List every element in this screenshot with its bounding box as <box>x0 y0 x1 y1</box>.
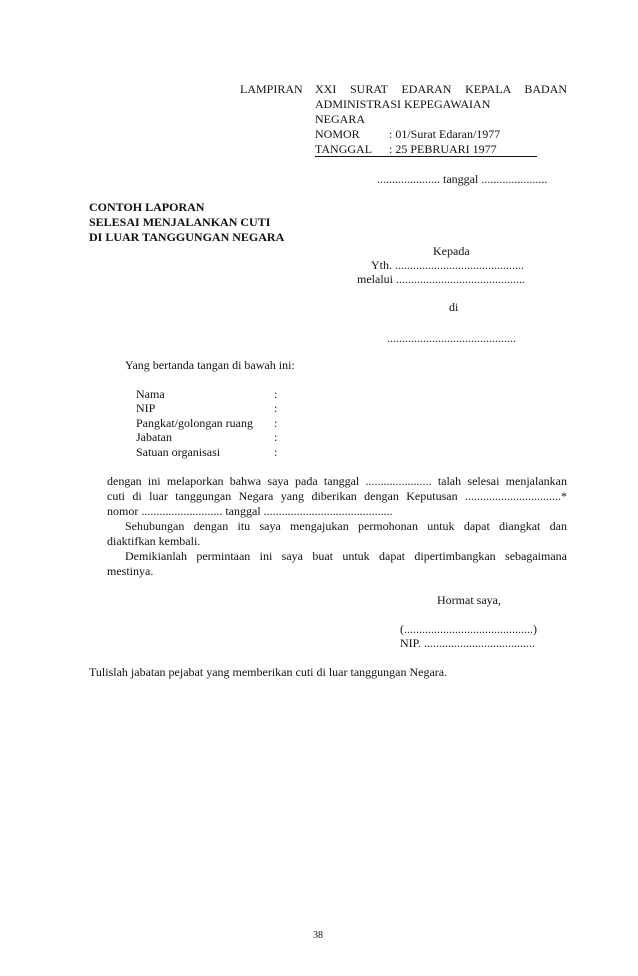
recipient-yth: Yth. ........................................... <box>371 258 524 272</box>
body-p3-line-1: Demikianlah permintaan ini saya buat untuk dapat dipertimbangkan sebagaimana <box>125 549 567 563</box>
tanggal-label: TANGGAL <box>315 142 373 156</box>
closing-hormat: Hormat saya, <box>437 593 501 607</box>
recipient-melalui: melalui ........................................... <box>357 272 525 286</box>
signature-nip: NIP. ..................................... <box>400 636 536 650</box>
recipient-kepada: Kepada <box>433 244 470 258</box>
title-line-2: SELESAI MENJALANKAN CUTI <box>89 215 271 229</box>
recipient-di: di <box>449 300 459 314</box>
lampiran-line-2: ADMINISTRASI KEPEGAWAIAN <box>315 97 491 111</box>
body-p3-line-2: mestinya. <box>107 564 154 578</box>
field-colon-satuan: : <box>274 445 278 459</box>
nomor-value: : 01/Surat Edaran/1977 <box>389 127 501 141</box>
body-p1-line-2: cuti di luar tanggungan Negara yang diberikan dengan Keputusan ................................* <box>107 489 567 503</box>
title-line-1: CONTOH LAPORAN <box>89 200 205 214</box>
field-colon-jabatan: : <box>274 430 278 444</box>
nomor-label: NOMOR <box>315 127 360 141</box>
body-p1-line-1: dengan ini melaporkan bahwa saya pada tanggal ...................... talah selesai menjalankan <box>107 474 567 488</box>
lampiran-label: LAMPIRAN <box>240 82 303 96</box>
field-label-nama: Nama <box>136 387 165 401</box>
footnote: Tulislah jabatan pejabat yang memberikan cuti di luar tanggungan Negara. <box>89 665 448 679</box>
body-p1-line-3: nomor ........................... tanggal ........................................... <box>107 504 393 518</box>
field-colon-nama: : <box>274 387 278 401</box>
intro-text: Yang bertanda tangan di bawah ini: <box>125 358 295 372</box>
lampiran-line-1: XXI SURAT EDARAN KEPALA BADAN <box>315 82 567 96</box>
header-underline <box>315 156 537 157</box>
field-label-nip: NIP <box>136 401 156 415</box>
body-p2-line-2: diaktifkan kembali. <box>107 534 201 548</box>
recipient-address: ........................................... <box>387 331 516 345</box>
title-line-3: DI LUAR TANGGUNGAN NEGARA <box>89 230 285 244</box>
field-colon-pangkat: : <box>274 416 278 430</box>
place-date: ..................... tanggal ...................... <box>377 172 548 186</box>
signature-line: (...........................................) <box>400 622 537 636</box>
page-number: 38 <box>313 930 323 941</box>
field-label-satuan: Satuan organisasi <box>136 445 221 459</box>
field-label-jabatan: Jabatan <box>136 430 172 444</box>
field-label-pangkat: Pangkat/golongan ruang <box>136 416 253 430</box>
body-p2-line-1: Sehubungan dengan itu saya mengajukan permohonan untuk dapat diangkat dan <box>125 519 567 533</box>
tanggal-value: : 25 PEBRUARI 1977 <box>389 142 497 156</box>
field-colon-nip: : <box>274 401 278 415</box>
lampiran-line-3: NEGARA <box>315 112 365 126</box>
